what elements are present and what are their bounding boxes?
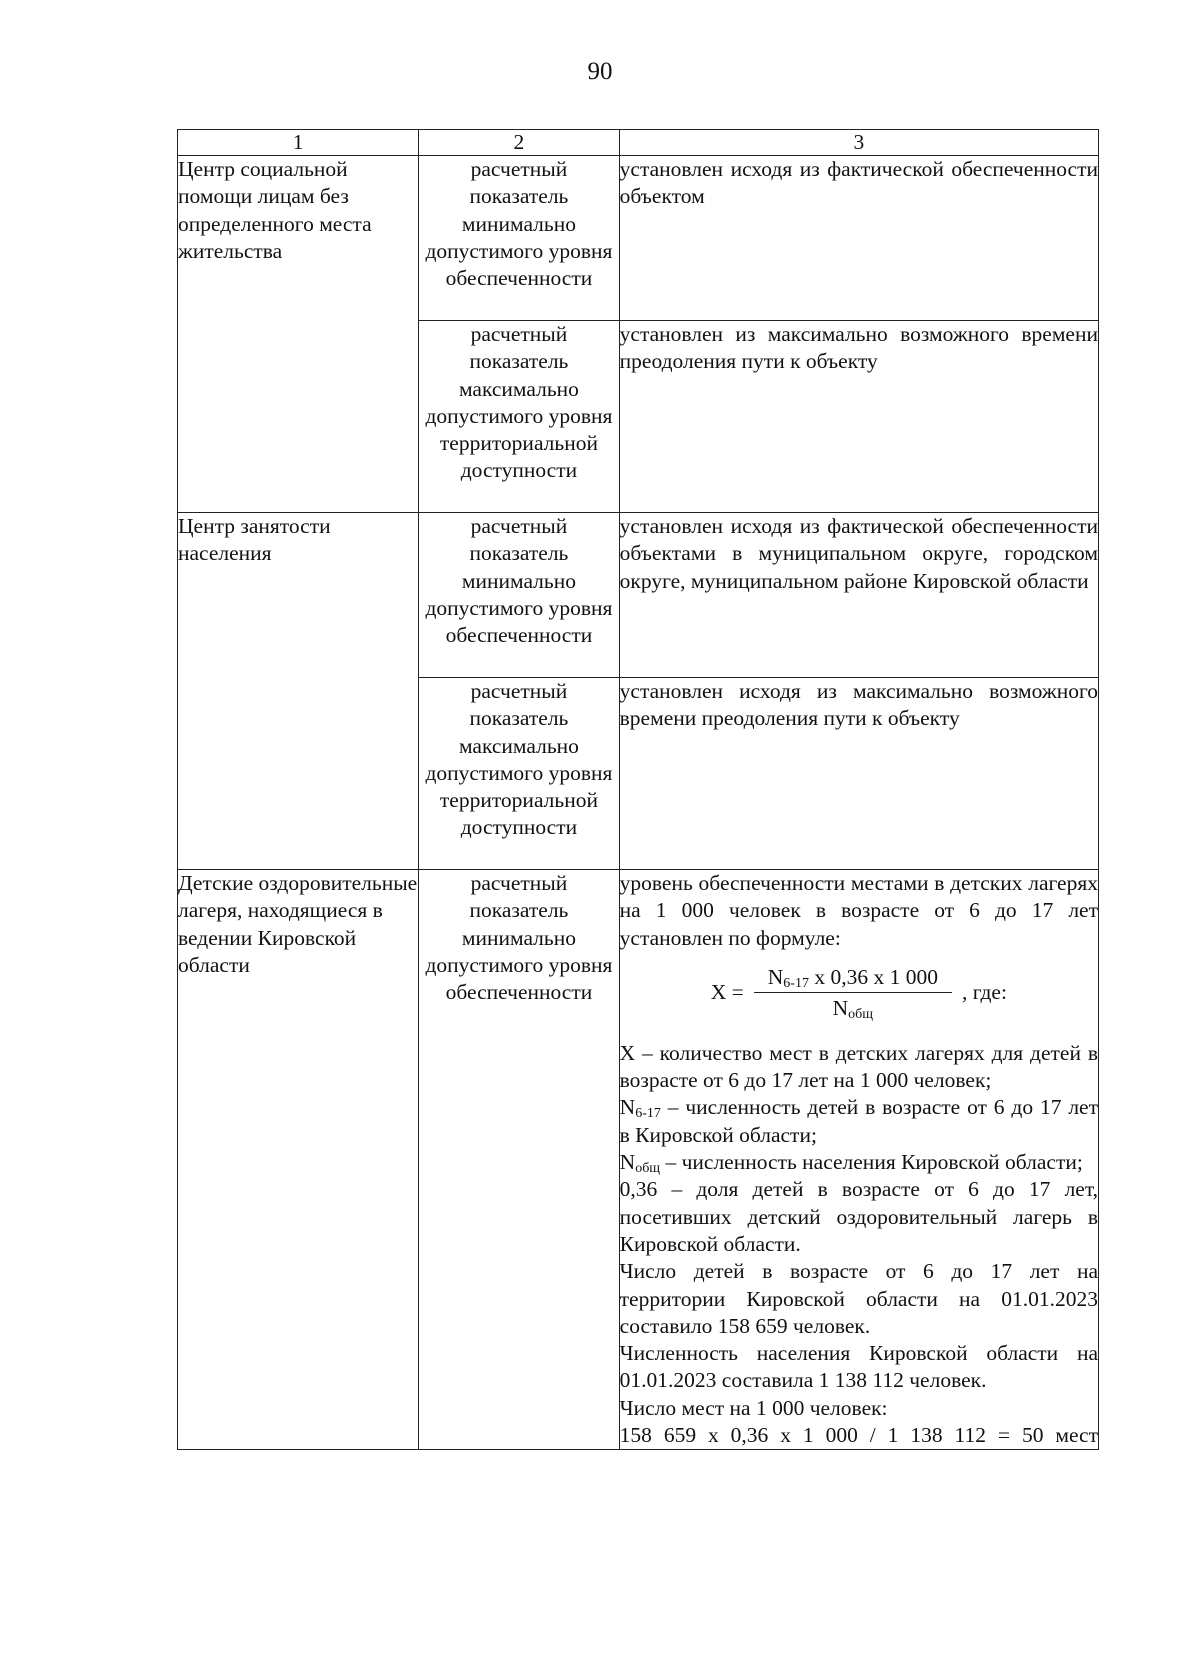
indicator-cell: расчетный показатель минимально допустимого уровня обеспеченности [419, 870, 619, 1450]
formula [620, 960, 1098, 1026]
denominator-subscript: общ [848, 1007, 874, 1023]
value-cell [619, 513, 1098, 678]
definition-nobsh [620, 1149, 1098, 1176]
calculation-result: 158 659 x 0,36 x 1 000 / 1 138 112 = 50 мест [619, 1423, 1098, 1448]
numerator-rest: x 0,36 x 1 000 [808, 965, 938, 990]
value-text: установлен исходя из максимально возможного времени преодоления пути к объекту [619, 679, 1098, 731]
definition-subscript: 6-17 [635, 1106, 661, 1122]
standards-table [177, 129, 1099, 1450]
definition-text: – численность детей в возрасте от 6 до 17 лет в Кировской области; [619, 1095, 1098, 1147]
value-cell [619, 156, 1098, 321]
formula-fraction [754, 964, 952, 1021]
numerator-subscript: 6-17 [783, 976, 809, 992]
column-header-1: 1 [178, 130, 419, 156]
table-header-row [178, 130, 1099, 156]
definition-x: X – количество мест в детских лагерях для детей в возрасте от 6 до 17 лет на 1 000 человек; [619, 1040, 1098, 1093]
table-row [178, 156, 1099, 321]
table-row [178, 870, 1099, 1450]
formula-numerator [754, 964, 952, 993]
definition-n617 [620, 1094, 1098, 1149]
column-header-2: 2 [419, 130, 619, 156]
object-name-cell: Центр социальной помощи лицам без определенного места жительства [178, 156, 419, 513]
indicator-text: расчетный показатель минимально допустимого уровня обеспеченности [425, 157, 613, 291]
formula-description-cell [619, 870, 1098, 1450]
column-header-3: 3 [619, 130, 1098, 156]
formula-denominator [833, 993, 873, 1021]
table-row [178, 513, 1099, 678]
page-number: 90 [587, 58, 613, 85]
indicator-text: расчетный показатель максимально допустимого уровня территориальной доступности [425, 322, 613, 483]
denominator-symbol: N [832, 996, 849, 1021]
indicator-cell [419, 321, 619, 513]
definition-subscript: общ [635, 1161, 661, 1177]
definition-036: 0,36 – доля детей в возрасте от 6 до 17 лет, посетивших детский оздоровительный лагерь в Кировской области. [619, 1177, 1098, 1256]
definition-symbol: N [619, 1150, 636, 1175]
definition-text: – численность населения Кировской области; [660, 1150, 1083, 1175]
places-label: Число мест на 1 000 человек: [619, 1395, 888, 1420]
value-text: установлен из максимально возможного времени преодоления пути к объекту [619, 322, 1098, 374]
value-cell [619, 678, 1098, 870]
formula-lhs: X = [710, 980, 744, 1005]
value-cell [619, 321, 1098, 513]
formula-intro: уровень обеспеченности местами в детских лагерях на 1 000 человек в возрасте от 6 до 17 лет установлен по формуле: [619, 871, 1098, 950]
children-count-text: Число детей в возрасте от 6 до 17 лет на территории Кировской области на 01.01.2023 составило 158 659 человек. [619, 1259, 1098, 1338]
value-text: установлен исходя из фактической обеспеченности объектами в муниципальном округе, городском округе, муниципальном районе Кировской области [619, 514, 1098, 593]
object-name-cell: Центр занятости населения [178, 513, 419, 870]
object-name-cell: Детские оздоровительные лагеря, находящиеся в ведении Кировской области [178, 870, 419, 1450]
indicator-text: расчетный показатель минимально допустимого уровня обеспеченности [425, 514, 613, 648]
population-text: Численность населения Кировской области на 01.01.2023 составила 1 138 112 человек. [619, 1341, 1098, 1393]
formula-rhs: , где: [961, 980, 1007, 1005]
value-text: установлен исходя из фактической обеспеченности объектом [619, 157, 1098, 209]
indicator-cell [419, 678, 619, 870]
numerator-symbol: N [767, 965, 784, 990]
definition-symbol: N [619, 1095, 636, 1120]
indicator-cell [419, 156, 619, 321]
indicator-cell [419, 513, 619, 678]
indicator-text: расчетный показатель максимально допустимого уровня территориальной доступности [425, 679, 613, 840]
